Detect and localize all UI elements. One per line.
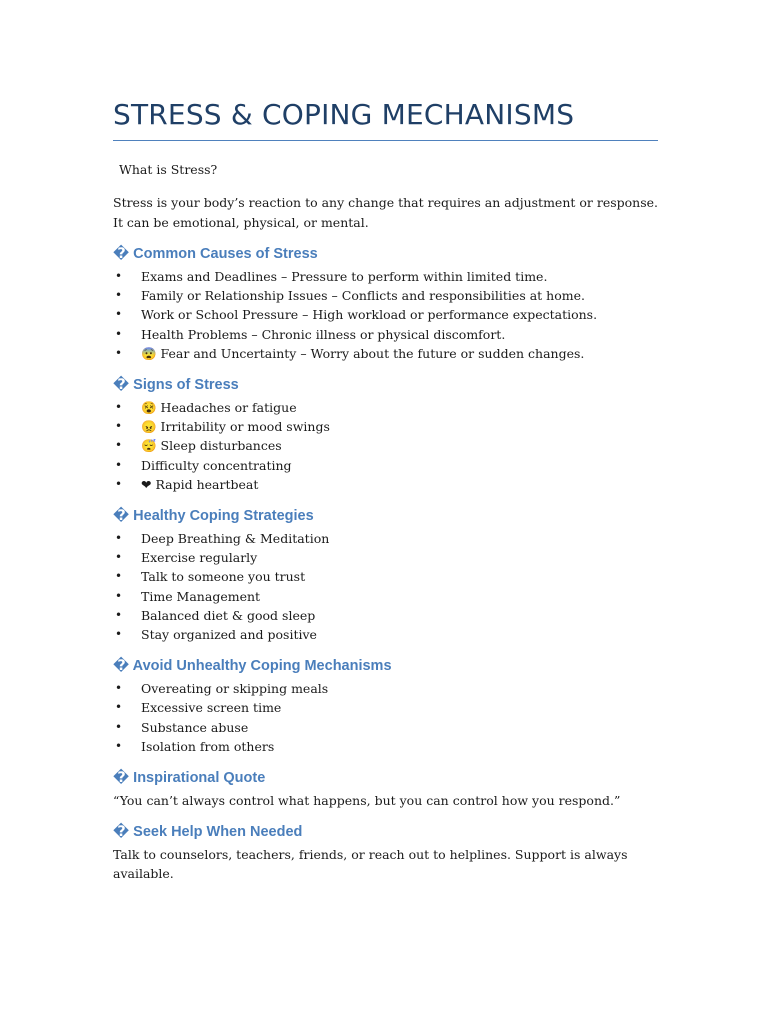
list-item-text: Exercise regularly	[141, 550, 258, 566]
section-heading-help: � Seek Help When Needed	[113, 824, 303, 841]
bullet-icon: •	[115, 419, 123, 434]
list-item-text: Substance abuse	[141, 719, 249, 735]
causes-list	[113, 267, 658, 363]
list-item	[113, 398, 658, 417]
list-item-text: ❤ Rapid heartbeat	[141, 476, 259, 492]
help-text: Talk to counselors, teachers, friends, or reach out to helplines. Support is always available.	[113, 847, 628, 882]
list-item	[113, 436, 658, 455]
list-item	[113, 587, 658, 606]
list-item-text: Balanced diet & good sleep	[141, 607, 316, 623]
list-item-text: Work or School Pressure – High workload or performance expectations.	[141, 307, 598, 323]
list-item-text: Stay organized and positive	[141, 627, 317, 643]
bullet-icon: •	[115, 531, 123, 546]
section-healthy	[113, 506, 658, 644]
list-item-text: 😴 Sleep disturbances	[141, 438, 282, 454]
list-item-text: 😵 Headaches or fatigue	[141, 400, 297, 416]
list-item	[113, 286, 658, 305]
list-item	[113, 679, 658, 698]
bullet-icon: •	[115, 719, 123, 734]
section-help	[113, 822, 658, 883]
list-item-text: Exams and Deadlines – Pressure to perform within limited time.	[141, 269, 548, 284]
list-item	[113, 417, 658, 436]
section-heading-signs: � Signs of Stress	[113, 377, 239, 394]
list-item-text: Overeating or skipping meals	[141, 681, 329, 697]
list-item	[113, 698, 658, 717]
signs-list	[113, 398, 658, 494]
bullet-icon: •	[115, 288, 123, 303]
quote-text: “You can’t always control what happens, but you can control how you respond.”	[113, 793, 621, 809]
bullet-icon: •	[115, 700, 123, 715]
intro-question: What is Stress?	[119, 162, 218, 177]
section-heading-healthy: � Healthy Coping Strategies	[113, 508, 314, 525]
section-heading-quote: � Inspirational Quote	[113, 770, 266, 787]
list-item-text: Isolation from others	[141, 738, 275, 754]
list-item	[113, 567, 658, 586]
list-item-text: Family or Relationship Issues – Conflicts and responsibilities at home.	[141, 288, 585, 304]
intro-paragraph: Stress is your body’s reaction to any change that requires an adjustment or response. It can be emotional, physical, or mental.	[113, 195, 658, 230]
document-title: STRESS & COPING MECHANISMS	[113, 92, 658, 141]
list-item	[113, 718, 658, 737]
bullet-icon: •	[115, 269, 123, 283]
section-unhealthy	[113, 656, 658, 756]
list-item	[113, 456, 658, 475]
list-item-text: Deep Breathing & Meditation	[141, 531, 330, 547]
bullet-icon: •	[115, 457, 123, 472]
section-quote	[113, 768, 658, 810]
bullet-icon: •	[115, 476, 123, 491]
bullet-icon: •	[115, 738, 123, 753]
list-item-text: 😨 Fear and Uncertainty – Worry about the future or sudden changes.	[141, 345, 585, 361]
list-item	[113, 606, 658, 625]
list-item-text: 😠 Irritability or mood swings	[141, 419, 330, 435]
section-heading-unhealthy: � Avoid Unhealthy Coping Mechanisms	[113, 658, 392, 675]
bullet-icon: •	[115, 438, 123, 453]
list-item	[113, 529, 658, 548]
healthy-list	[113, 529, 658, 644]
bullet-icon: •	[115, 400, 123, 415]
bullet-icon: •	[115, 681, 123, 696]
list-item-text: Talk to someone you trust	[141, 569, 306, 585]
bullet-icon: •	[115, 550, 123, 565]
section-heading-causes: � Common Causes of Stress	[113, 246, 318, 262]
list-item-text: Time Management	[141, 588, 261, 604]
list-item	[113, 548, 658, 567]
document-page	[113, 92, 658, 883]
list-item	[113, 267, 658, 286]
bullet-icon: •	[115, 627, 123, 642]
section-causes	[113, 244, 658, 363]
list-item	[113, 625, 658, 644]
bullet-icon: •	[115, 326, 123, 341]
list-item-text: Health Problems – Chronic illness or physical discomfort.	[141, 326, 506, 342]
unhealthy-list	[113, 679, 658, 756]
bullet-icon: •	[115, 588, 123, 603]
list-item-text: Difficulty concentrating	[141, 457, 292, 473]
list-item	[113, 475, 658, 494]
bullet-icon: •	[115, 345, 123, 360]
section-signs	[113, 375, 658, 494]
bullet-icon: •	[115, 607, 123, 622]
bullet-icon: •	[115, 307, 123, 322]
list-item	[113, 305, 658, 324]
list-item-text: Excessive screen time	[141, 700, 282, 716]
bullet-icon: •	[115, 569, 123, 584]
list-item	[113, 344, 658, 363]
list-item	[113, 325, 658, 344]
list-item	[113, 737, 658, 756]
